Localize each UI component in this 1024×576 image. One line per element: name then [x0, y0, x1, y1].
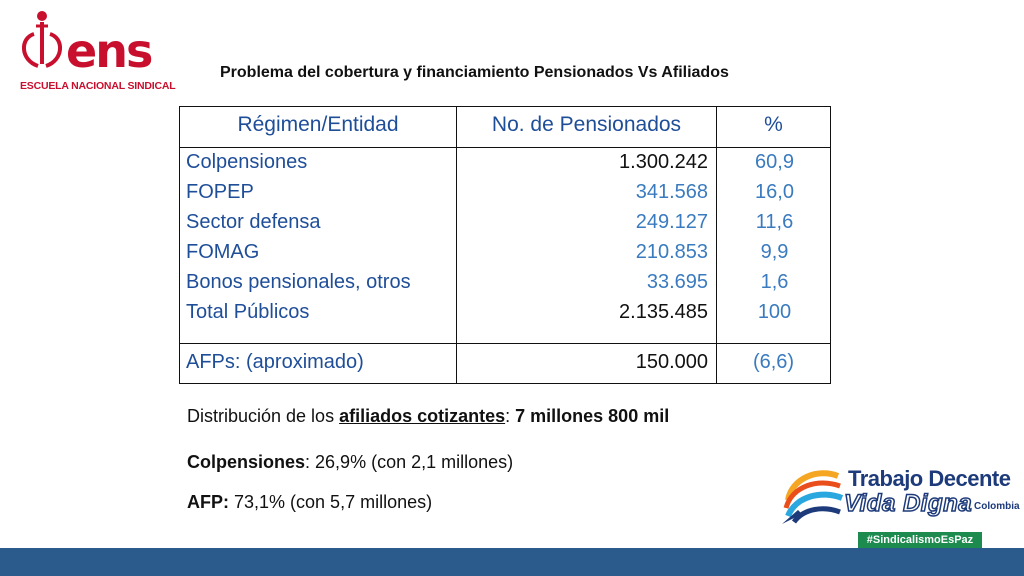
entity-cell: Sector defensa	[186, 211, 321, 233]
trabajo-decente-logo	[778, 456, 1018, 536]
colpensiones-line	[187, 452, 513, 473]
ens-emblem-icon	[14, 8, 70, 78]
logo-line-vida-digna: Vida Digna	[844, 490, 973, 517]
percent-cell: 60,9	[755, 151, 794, 173]
percent-cell: 100	[757, 301, 792, 323]
header-percent: %	[764, 113, 783, 136]
distribution-prefix: Distribución de los	[187, 406, 340, 426]
entity-column	[186, 147, 411, 327]
afp-line	[187, 492, 432, 513]
afp-percent-cell: (6,6)	[752, 351, 795, 373]
page-title: Problema del cobertura y financiamiento Pensionados Vs Afiliados	[220, 64, 729, 81]
colpensiones-value: : 26,9% (con 2,1 millones)	[305, 452, 514, 472]
entity-cell: Total Públicos	[186, 301, 310, 323]
percent-cell: 11,6	[755, 211, 794, 233]
afp-count-cell: 150.000	[635, 351, 708, 373]
distribution-line	[187, 406, 669, 427]
count-cell: 249.127	[635, 211, 708, 233]
count-cell: 2.135.485	[619, 301, 708, 323]
percent-column	[717, 147, 832, 327]
colpensiones-label: Colpensiones	[187, 452, 306, 472]
count-cell: 210.853	[635, 241, 708, 263]
hashtag-badge: #SindicalismoEsPaz	[858, 532, 982, 549]
entity-cell: FOPEP	[186, 181, 254, 203]
column-divider	[456, 107, 457, 383]
swirl-emblem-icon	[778, 460, 850, 532]
ens-logo	[14, 8, 176, 96]
entity-cell: FOMAG	[186, 241, 260, 263]
entity-cell: Colpensiones	[186, 151, 308, 173]
logo-country: Colombia	[974, 501, 1020, 512]
afp-value: 73,1% (con 5,7 millones)	[229, 492, 433, 512]
count-cell: 33.695	[646, 271, 708, 293]
percent-cell: 16,0	[755, 181, 794, 203]
count-column	[619, 147, 708, 327]
header-count: No. de Pensionados	[491, 113, 682, 136]
distribution-total: 7 millones 800 mil	[515, 406, 670, 426]
distribution-underlined: afiliados cotizantes	[339, 406, 506, 426]
header-entity: Régimen/Entidad	[237, 113, 399, 136]
logo-line-trabajo-decente: Trabajo Decente	[848, 466, 1011, 491]
entity-cell: Bonos pensionales, otros	[186, 271, 411, 293]
distribution-colon: :	[505, 406, 516, 426]
ens-logo-subtitle: ESCUELA NACIONAL SINDICAL	[20, 80, 176, 92]
afp-label: AFP:	[187, 492, 229, 512]
count-cell: 341.568	[635, 181, 708, 203]
count-cell: 1.300.242	[619, 151, 708, 173]
ens-logo-word: ens	[66, 24, 152, 78]
footer-bar	[0, 548, 1024, 576]
pensioners-table	[179, 106, 831, 384]
percent-cell: 9,9	[760, 241, 789, 263]
afp-entity-cell: AFPs: (aproximado)	[186, 351, 364, 373]
table-header	[180, 107, 830, 148]
afp-row-divider	[180, 343, 830, 344]
percent-cell: 1,6	[760, 271, 789, 293]
